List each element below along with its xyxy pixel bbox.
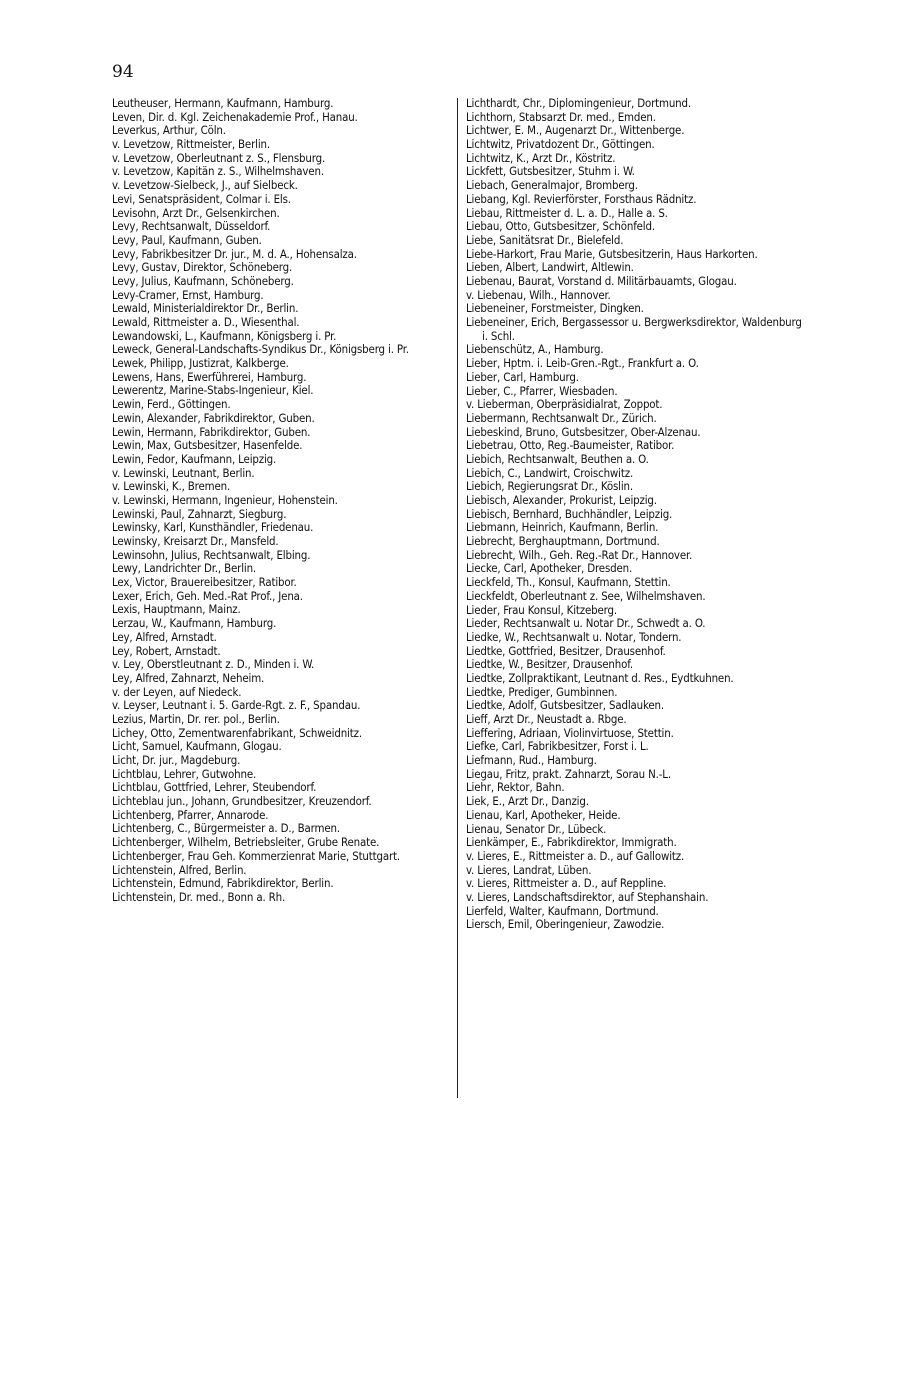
directory-entry: Lieber, C., Pfarrer, Wiesbaden.	[466, 383, 618, 398]
directory-entry: v. Lieres, Rittmeister a. D., auf Reppline.	[466, 876, 667, 891]
directory-entry: Lienau, Senator Dr., Lübeck.	[466, 821, 607, 836]
directory-entry: Lieckfeld, Th., Konsul, Kaufmann, Stettin.	[466, 575, 671, 590]
directory-entry: Ley, Robert, Arnstadt.	[112, 643, 221, 658]
directory-entry: Lichtwitz, K., Arzt Dr., Köstritz.	[466, 150, 616, 165]
directory-entry: Lichtenberg, Pfarrer, Annarode.	[112, 807, 269, 822]
directory-entry: Liedtke, Zollpraktikant, Leutnant d. Res., Eydtkuhnen.	[466, 670, 734, 685]
directory-entry: Liersch, Emil, Oberingenieur, Zawodzie.	[466, 917, 665, 932]
directory-entry: Liebich, Rechtsanwalt, Beuthen a. O.	[466, 451, 649, 466]
directory-entry: Lewin, Hermann, Fabrikdirektor, Guben.	[112, 424, 311, 439]
directory-entry: Levy-Cramer, Ernst, Hamburg.	[112, 287, 264, 302]
directory-entry: Lieder, Frau Konsul, Kitzeberg.	[466, 602, 618, 617]
directory-entry: Lewin, Ferd., Göttingen.	[112, 397, 231, 412]
directory-entry: Lichtenstein, Dr. med., Bonn a. Rh.	[112, 889, 286, 904]
directory-entry: Lerzau, W., Kaufmann, Hamburg.	[112, 616, 277, 631]
directory-entry: v. Liebenau, Wilh., Hannover.	[466, 287, 611, 302]
directory-entry: Lewin, Max, Gutsbesitzer, Hasenfelde.	[112, 438, 303, 453]
directory-entry: Levy, Paul, Kaufmann, Guben.	[112, 232, 262, 247]
directory-entry: Levi, Senatspräsident, Colmar i. Els.	[112, 191, 291, 206]
directory-entry: Liebang, Kgl. Revierförster, Forsthaus Rädnitz.	[466, 191, 697, 206]
directory-entry: Levy, Gustav, Direktor, Schöneberg.	[112, 260, 293, 275]
directory-entry: Liebermann, Rechtsanwalt Dr., Zürich.	[466, 410, 657, 425]
directory-entry: Liebich, Regierungsrat Dr., Köslin.	[466, 479, 634, 494]
directory-entry: Liebach, Generalmajor, Bromberg.	[466, 178, 638, 193]
directory-entry: Lewald, Ministerialdirektor Dr., Berlin.	[112, 301, 299, 316]
directory-entry: Liehr, Rektor, Bahn.	[466, 780, 565, 795]
directory-entry: Liebeneiner, Erich, Bergassessor u. Bergwerksdirektor, Waldenburg i. Schl.	[466, 315, 802, 343]
directory-entry: Lichtenberger, Frau Geh. Kommerzienrat Marie, Stuttgart.	[112, 848, 401, 863]
directory-entry: Liek, E., Arzt Dr., Danzig.	[466, 794, 589, 809]
directory-entry: Lewinsky, Kreisarzt Dr., Mansfeld.	[112, 534, 279, 549]
directory-entry: Lichtblau, Gottfried, Lehrer, Steubendorf.	[112, 780, 317, 795]
directory-entry: Liebau, Rittmeister d. L. a. D., Halle a. S.	[466, 205, 668, 220]
directory-entry: v. Leyser, Leutnant i. 5. Garde-Rgt. z. F., Spandau.	[112, 698, 361, 713]
directory-entry: Lewin, Alexander, Fabrikdirektor, Guben.	[112, 410, 315, 425]
directory-entry: Liegau, Fritz, prakt. Zahnarzt, Sorau N.-L.	[466, 766, 671, 781]
directory-entry: Liefmann, Rud., Hamburg.	[466, 753, 597, 768]
directory-entry: Lewinsohn, Julius, Rechtsanwalt, Elbing.	[112, 547, 311, 562]
directory-entry: Liebenschütz, A., Hamburg.	[466, 342, 604, 357]
directory-entry: Lichtenstein, Alfred, Berlin.	[112, 862, 247, 877]
directory-entry: Lieff, Arzt Dr., Neustadt a. Rbge.	[466, 712, 627, 727]
directory-entry: Lichtenberg, C., Bürgermeister a. D., Barmen.	[112, 821, 340, 836]
directory-entry: Lickfett, Gutsbesitzer, Stuhm i. W.	[466, 164, 635, 179]
directory-entry: Lexis, Hauptmann, Mainz.	[112, 602, 241, 617]
directory-entry: Lieder, Rechtsanwalt u. Notar Dr., Schwedt a. O.	[466, 616, 706, 631]
directory-entry: v. Levetzow, Oberleutnant z. S., Flensburg.	[112, 150, 326, 165]
page-number: 94	[112, 62, 134, 82]
directory-entry: Lexer, Erich, Geh. Med.-Rat Prof., Jena.	[112, 588, 303, 603]
directory-entry: v. Lewinski, Leutnant, Berlin.	[112, 465, 255, 480]
directory-entry: Lewandowski, L., Kaufmann, Königsberg i. Pr.	[112, 328, 337, 343]
directory-entry: Liebetrau, Otto, Reg.-Baumeister, Ratibor.	[466, 438, 675, 453]
directory-entry: Lichtblau, Lehrer, Gutwohne.	[112, 766, 257, 781]
directory-entry: Liebau, Otto, Gutsbesitzer, Schönfeld.	[466, 219, 655, 234]
directory-entry: Levy, Rechtsanwalt, Düsseldorf.	[112, 219, 271, 234]
directory-entry: Licht, Samuel, Kaufmann, Glogau.	[112, 739, 282, 754]
directory-entry: Leweck, General-Landschafts-Syndikus Dr., Königsberg i. Pr.	[112, 342, 409, 357]
directory-entry: Liebisch, Bernhard, Buchhändler, Leipzig.	[466, 506, 673, 521]
directory-entry: Leven, Dir. d. Kgl. Zeichenakademie Prof., Hanau.	[112, 109, 358, 124]
directory-entry: Leverkus, Arthur, Cöln.	[112, 123, 226, 138]
directory-entry: Lichthorn, Stabsarzt Dr. med., Emden.	[466, 109, 656, 124]
directory-entry: Lieffering, Adriaan, Violinvirtuose, Stettin.	[466, 725, 674, 740]
directory-entry: Liebisch, Alexander, Prokurist, Leipzig.	[466, 493, 657, 507]
directory-entry: Leutheuser, Hermann, Kaufmann, Hamburg.	[112, 96, 334, 110]
directory-entry: Lewinsky, Karl, Kunsthändler, Friedenau.	[112, 520, 314, 535]
directory-entry: Ley, Alfred, Zahnarzt, Neheim.	[112, 670, 265, 685]
directory-entry: Liedtke, Adolf, Gutsbesitzer, Sadlauken.	[466, 698, 664, 713]
directory-entry: Lienkämper, E., Fabrikdirektor, Immigrath.	[466, 835, 677, 850]
directory-entry: Liecke, Carl, Apotheker, Dresden.	[466, 561, 633, 576]
directory-entry: Lewens, Hans, Ewerführerei, Hamburg.	[112, 369, 307, 384]
directory-entry: Lewin, Fedor, Kaufmann, Leipzig.	[112, 451, 277, 466]
directory-entry: Lieckfeldt, Oberleutnant z. See, Wilhelmshaven.	[466, 588, 706, 603]
directory-entry: Levy, Fabrikbesitzer Dr. jur., M. d. A., Hohensalza.	[112, 246, 357, 261]
directory-entry: Lex, Victor, Brauereibesitzer, Ratibor.	[112, 575, 297, 590]
directory-entry: Lichey, Otto, Zementwarenfabrikant, Schweidnitz.	[112, 725, 362, 740]
directory-entry: Lezius, Martin, Dr. rer. pol., Berlin.	[112, 711, 280, 726]
directory-entry: v. Levetzow, Rittmeister, Berlin.	[112, 137, 270, 152]
directory-entry: Levisohn, Arzt Dr., Gelsenkirchen.	[112, 205, 280, 220]
directory-entry: Levy, Julius, Kaufmann, Schöneberg.	[112, 273, 294, 288]
directory-entry: Licht, Dr. jur., Magdeburg.	[112, 753, 241, 768]
directory-entry: Lieber, Carl, Hamburg.	[466, 369, 579, 384]
directory-entry: Liebrecht, Berghauptmann, Dortmund.	[466, 534, 660, 549]
right-column	[466, 97, 806, 932]
directory-entry: v. Lewinski, Hermann, Ingenieur, Hohenstein.	[112, 492, 338, 507]
directory-entry: Ley, Alfred, Arnstadt.	[112, 629, 217, 644]
directory-entry: Liebmann, Heinrich, Kaufmann, Berlin.	[466, 520, 659, 535]
directory-entry: Liedke, W., Rechtsanwalt u. Notar, Tondern.	[466, 629, 682, 644]
directory-entry: Lewinski, Paul, Zahnarzt, Siegburg.	[112, 506, 287, 521]
directory-entry: Liebe, Sanitätsrat Dr., Bielefeld.	[466, 232, 624, 247]
directory-entry: Lichtenstein, Edmund, Fabrikdirektor, Berlin.	[112, 876, 334, 891]
directory-entry: Lewald, Rittmeister a. D., Wiesenthal.	[112, 315, 300, 329]
directory-entry: Lierfeld, Walter, Kaufmann, Dortmund.	[466, 903, 659, 918]
directory-entry: v. Lieres, Landschaftsdirektor, auf Stephanshain.	[466, 889, 709, 904]
directory-entry: Lewy, Landrichter Dr., Berlin.	[112, 561, 257, 576]
directory-entry: Lichthardt, Chr., Diplomingenieur, Dortmund.	[466, 96, 691, 110]
directory-entry: Liebenau, Baurat, Vorstand d. Militärbauamts, Glogau.	[466, 273, 737, 288]
directory-entry: Liebeskind, Bruno, Gutsbesitzer, Ober-Alzenau.	[466, 424, 701, 439]
directory-entry: v. Lieres, Landrat, Lüben.	[466, 862, 592, 877]
left-column	[112, 97, 452, 905]
directory-entry: v. Lieres, E., Rittmeister a. D., auf Gallowitz.	[466, 848, 685, 863]
directory-entry: v. der Leyen, auf Niedeck.	[112, 684, 242, 699]
directory-entry: Liedtke, Prediger, Gumbinnen.	[466, 684, 618, 699]
directory-entry: Lieben, Albert, Landwirt, Altlewin.	[466, 260, 634, 275]
directory-entry: v. Levetzow-Sielbeck, J., auf Sielbeck.	[112, 178, 298, 193]
directory-entry: Liebe-Harkort, Frau Marie, Gutsbesitzerin, Haus Harkorten.	[466, 246, 758, 261]
directory-entry: Liedtke, Gottfried, Besitzer, Drausenhof.	[466, 643, 666, 658]
directory-entry: Lewek, Philipp, Justizrat, Kalkberge.	[112, 356, 289, 371]
directory-entry: v. Ley, Oberstleutnant z. D., Minden i. W.	[112, 657, 315, 672]
directory-entry: Lieber, Hptm. i. Leib-Gren.-Rgt., Frankfurt a. O.	[466, 356, 699, 371]
directory-entry: Lichtwitz, Privatdozent Dr., Göttingen.	[466, 137, 655, 152]
directory-entry: Liedtke, W., Besitzer, Drausenhof.	[466, 657, 633, 672]
directory-entry: Liefke, Carl, Fabrikbesitzer, Forst i. L.	[466, 739, 649, 754]
directory-entry: v. Lieberman, Oberpräsidialrat, Zoppot.	[466, 397, 663, 412]
directory-entry: v. Lewinski, K., Bremen.	[112, 479, 231, 494]
directory-entry: Liebrecht, Wilh., Geh. Reg.-Rat Dr., Hannover.	[466, 547, 693, 562]
directory-entry: Lewerentz, Marine-Stabs-Ingenieur, Kiel.	[112, 383, 314, 398]
directory-entry: Lichtwer, E. M., Augenarzt Dr., Wittenberge.	[466, 123, 685, 138]
directory-entry: v. Levetzow, Kapitän z. S., Wilhelmshaven.	[112, 164, 324, 179]
directory-entry: Lienau, Karl, Apotheker, Heide.	[466, 807, 621, 822]
directory-entry: Liebich, C., Landwirt, Croischwitz.	[466, 465, 634, 480]
directory-entry: Lichtenberger, Wilhelm, Betriebsleiter, Grube Renate.	[112, 835, 380, 850]
column-divider	[457, 98, 458, 1098]
directory-entry: Lichteblau jun., Johann, Grundbesitzer, Kreuzendorf.	[112, 794, 372, 809]
directory-entry: Liebeneiner, Forstmeister, Dingken.	[466, 301, 644, 316]
